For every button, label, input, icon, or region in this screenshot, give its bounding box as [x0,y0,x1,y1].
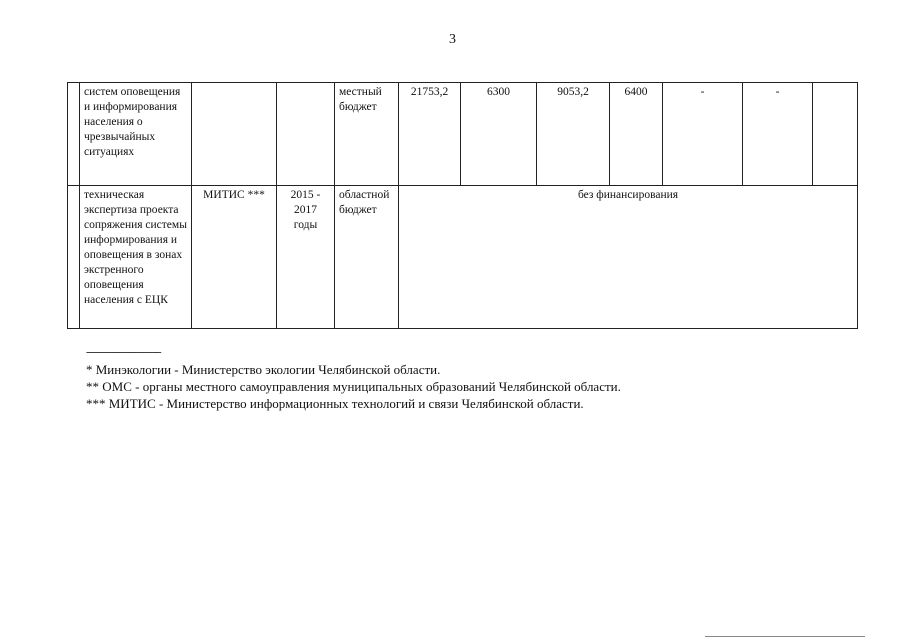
page-number: 3 [449,32,456,47]
year-value-cell: 6400 [610,83,663,186]
no-funding-cell: без финансирования [399,186,858,329]
footnotes [86,347,621,412]
funding-source-cell: областной бюджет [335,186,399,329]
executor-cell [192,83,277,186]
measure-name-cell: систем оповещения и информирования населения о чрезвычайных ситуациях [80,83,192,186]
page-edge-line [705,636,865,637]
budget-table [67,82,858,329]
footnote-separator: -------------------------------- [86,347,161,358]
funding-source-cell: местный бюджет [335,83,399,186]
total-value-cell: 21753,2 [399,83,461,186]
year-value-cell [813,83,858,186]
footnote-oms: ** ОМС - органы местного самоуправления муниципальных образований Челябинской области. [86,379,621,394]
year-value-cell: 6300 [461,83,537,186]
period-cell: 2015 - 2017 годы [277,186,335,329]
year-value-cell: - [743,83,813,186]
table-row [68,83,858,186]
year-value-cell: 9053,2 [537,83,610,186]
row-number-cell [68,186,80,329]
footnote-mitis: *** МИТИС - Министерство информационных технологий и связи Челябинской области. [86,396,584,411]
footnote-minekologii: * Минэкологии - Министерство экологии Челябинской области. [86,362,441,377]
period-cell [277,83,335,186]
measure-name-cell: техническая экспертиза проекта сопряжения системы информирования и оповещения в зонах экстренного оповещения населения с ЕЦК [80,186,192,329]
executor-cell: МИТИС *** [192,186,277,329]
year-value-cell: - [663,83,743,186]
row-number-cell [68,83,80,186]
table-row [68,186,858,329]
